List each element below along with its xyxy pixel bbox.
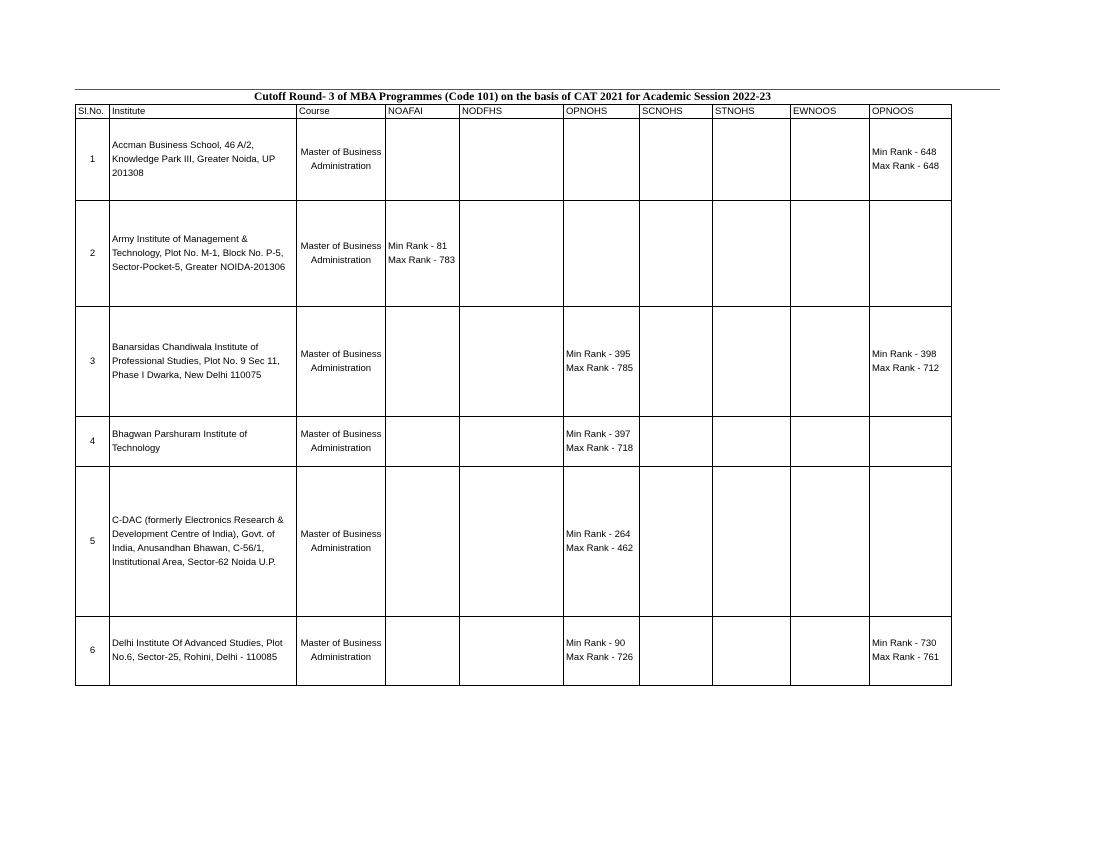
scnohs-cell [640,467,713,617]
opnoos-cell [870,307,952,417]
table-row [76,467,952,617]
noafai-cell [386,467,460,617]
header-opnohs: OPNOHS [564,105,640,119]
institute-cell [110,467,297,617]
course-line: Administration [310,542,372,554]
ewnoos-cell [791,119,870,201]
course-cell [297,417,386,467]
opnohs-cell [564,617,640,686]
header-sl-no: Sl.No. [76,105,110,119]
stnohs-cell [713,417,791,467]
top-rule [75,89,1000,90]
institute-line: Development Centre of India), Govt. of [112,528,275,540]
header-stnohs: STNOHS [713,105,791,119]
institute-line: Sector-Pocket-5, Greater NOIDA-201306 [112,261,286,273]
opnoos-cell [870,617,952,686]
institute-cell [110,201,297,307]
course-line: Administration [310,442,372,454]
institute-line: Professional Studies, Plot No. 9 Sec 11, [112,355,280,367]
nodfhs-cell [460,307,564,417]
course-cell [297,307,386,417]
scnohs-cell [640,417,713,467]
noafai-cell [386,201,460,307]
institute-line: Bhagwan Parshuram Institute of [112,428,248,440]
header-course: Course [297,105,386,119]
noafai-cell [386,119,460,201]
scnohs-cell [640,307,713,417]
min-rank: Min Rank - 90 [566,638,626,649]
course-line: Master of Business [300,240,382,252]
institute-line: Knowledge Park III, Greater Noida, UP [112,153,276,165]
course-cell [297,119,386,201]
institute-line: No.6, Sector-25, Rohini, Delhi - 110085 [112,652,278,663]
course-line: Master of Business [300,146,382,158]
cutoff-table [75,104,952,686]
opnoos-cell [870,417,952,467]
ewnoos-cell [791,201,870,307]
opnohs-cell [564,307,640,417]
sl-no-cell: 4 [76,417,110,467]
noafai-cell [386,617,460,686]
institute-line: Army Institute of Management & [112,233,248,245]
stnohs-cell [713,617,791,686]
max-rank: Max Rank - 712 [872,362,940,374]
opnoos-cell [870,119,952,201]
opnohs-cell [564,417,640,467]
table-row [76,417,952,467]
institute-line: Banarsidas Chandiwala Institute of [112,341,259,353]
noafai-cell [386,417,460,467]
course-cell [297,617,386,686]
nodfhs-cell [460,417,564,467]
opnohs-cell [564,119,640,201]
header-nodfhs: NODFHS [460,105,564,119]
header-ewnoos: EWNOOS [791,105,870,119]
course-cell [297,201,386,307]
header-scnohs: SCNOHS [640,105,713,119]
institute-line: India, Anusandhan Bhawan, C-56/1, [112,542,265,554]
stnohs-cell [713,201,791,307]
institute-cell [110,119,297,201]
min-rank: Min Rank - 264 [566,528,631,540]
sl-no-cell: 2 [76,201,110,307]
course-line: Master of Business [300,428,382,440]
institute-cell [110,417,297,467]
course-line: Master of Business [300,528,382,540]
institute-line: Technology, Plot No. M-1, Block No. P-5, [112,247,284,259]
institute-line: Phase I Dwarka, New Delhi 110075 [112,369,262,381]
max-rank: Max Rank - 761 [872,652,940,663]
nodfhs-cell [460,467,564,617]
course-line: Administration [310,254,372,266]
nodfhs-cell [460,119,564,201]
min-rank: Min Rank - 395 [566,348,631,360]
document-title: Cutoff Round- 3 of MBA Programmes (Code 101) on the basis of CAT 2021 for Academic Session 2022-23 [254,91,771,103]
course-line: Master of Business [300,348,382,360]
min-rank: Min Rank - 398 [872,348,937,360]
header-opnoos: OPNOOS [870,105,952,119]
min-rank: Min Rank - 730 [872,638,937,649]
course-cell [297,467,386,617]
table-row [76,307,952,417]
nodfhs-cell [460,617,564,686]
header-noafai: NOAFAI [386,105,460,119]
ewnoos-cell [791,467,870,617]
institute-line: Institutional Area, Sector-62 Noida U.P. [112,556,277,568]
header-row [76,105,952,119]
institute-line: Delhi Institute Of Advanced Studies, Plot [112,638,283,649]
institute-line: Technology [112,442,161,454]
opnoos-cell [870,467,952,617]
max-rank: Max Rank - 648 [872,160,940,172]
scnohs-cell [640,201,713,307]
institute-line: C-DAC (formerly Electronics Research & [112,514,284,526]
max-rank: Max Rank - 726 [566,652,634,663]
institute-line: Accman Business School, 46 A/2, [112,139,255,151]
noafai-cell [386,307,460,417]
stnohs-cell [713,467,791,617]
min-rank: Min Rank - 397 [566,428,631,440]
max-rank: Max Rank - 462 [566,542,634,554]
header-institute: Institute [110,105,297,119]
table-row [76,201,952,307]
table-row [76,617,952,686]
institute-line: 201308 [112,167,144,179]
scnohs-cell [640,119,713,201]
ewnoos-cell [791,617,870,686]
course-line: Administration [310,160,372,172]
stnohs-cell [713,119,791,201]
table-row [76,119,952,201]
course-line: Master of Business [300,638,382,649]
course-line: Administration [310,362,372,374]
ewnoos-cell [791,307,870,417]
institute-cell [110,307,297,417]
course-line: Administration [310,652,372,663]
stnohs-cell [713,307,791,417]
max-rank: Max Rank - 718 [566,442,634,454]
nodfhs-cell [460,201,564,307]
max-rank: Max Rank - 783 [388,254,456,266]
scnohs-cell [640,617,713,686]
institute-cell [110,617,297,686]
opnoos-cell [870,201,952,307]
opnohs-cell [564,467,640,617]
sl-no-cell: 1 [76,119,110,201]
sl-no-cell: 5 [76,467,110,617]
sl-no-cell: 3 [76,307,110,417]
min-rank: Min Rank - 648 [872,146,937,158]
sl-no-cell: 6 [76,617,110,686]
max-rank: Max Rank - 785 [566,362,634,374]
min-rank: Min Rank - 81 [388,240,448,252]
opnohs-cell [564,201,640,307]
ewnoos-cell [791,417,870,467]
